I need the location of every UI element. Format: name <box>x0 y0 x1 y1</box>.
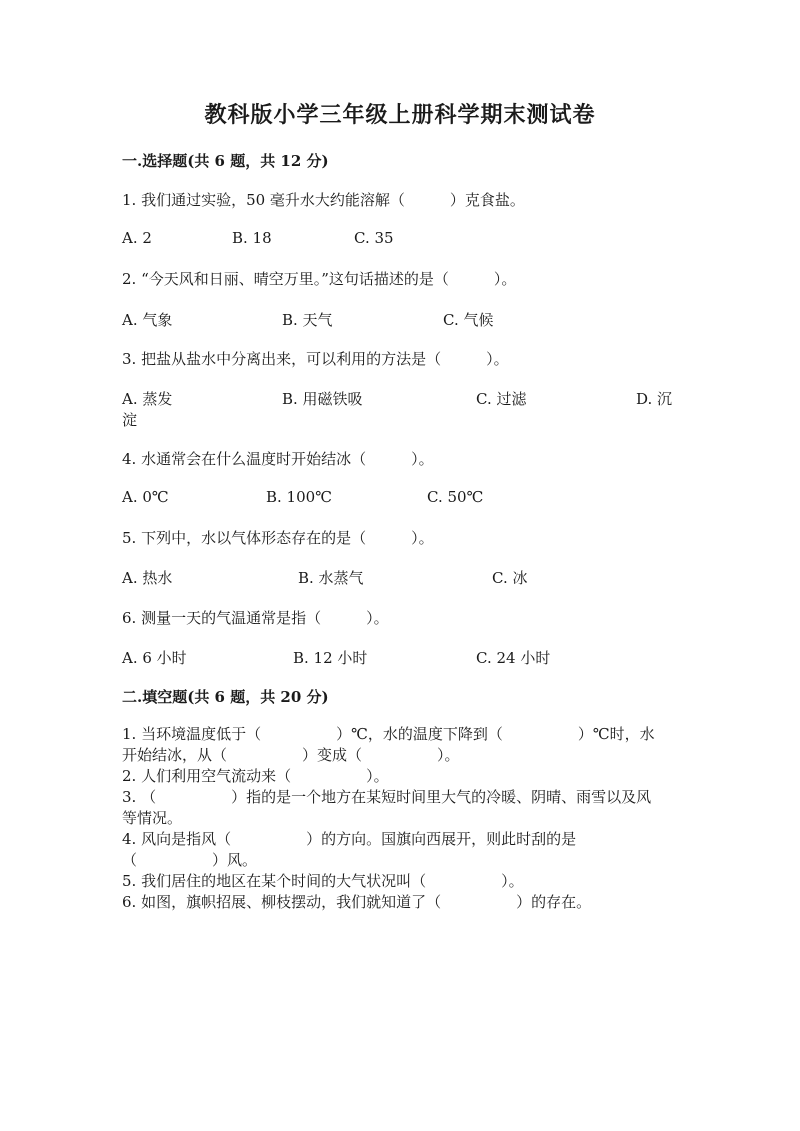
option-b: B. 12 小时 <box>293 649 368 667</box>
option-a: A. 蒸发 <box>122 390 173 408</box>
option-a: A. 6 小时 <box>122 649 187 667</box>
fill-in-block <box>122 724 682 913</box>
fill-line-6: 4. 风向是指风（ ）的方向。国旗向西展开，则此时刮的是 <box>122 830 577 848</box>
option-c: C. 冰 <box>492 569 528 587</box>
question-stem-3: 3. 把盐从盐水中分离出来，可以利用的方法是（ ）。 <box>122 350 509 368</box>
option-c: C. 35 <box>354 229 394 247</box>
option-a: A. 热水 <box>122 569 173 587</box>
option-c: C. 气候 <box>443 311 494 329</box>
fill-line-7: （ ）风。 <box>122 851 258 869</box>
question-stem-4: 4. 水通常会在什么温度时开始结冰（ ）。 <box>122 450 434 468</box>
fill-line-2: 开始结冰，从（ ）变成（ ）。 <box>122 746 460 764</box>
fill-line-4: 3. （ ）指的是一个地方在某短时间里大气的冷暖、阴晴、雨雪以及风 <box>122 788 652 806</box>
option-d-wrap: 淀 <box>122 411 138 429</box>
option-c: C. 24 小时 <box>476 649 551 667</box>
question-stem-2: 2. “今天风和日丽、晴空万里。”这句话描述的是（ ）。 <box>122 270 517 288</box>
question-stem-6: 6. 测量一天的气温通常是指（ ）。 <box>122 609 389 627</box>
option-b: B. 100℃ <box>266 488 332 506</box>
fill-line-8: 5. 我们居住的地区在某个时间的大气状况叫（ ）。 <box>122 872 524 890</box>
option-c: C. 50℃ <box>427 488 484 506</box>
option-a: A. 0℃ <box>122 488 169 506</box>
option-row-6 <box>122 647 682 687</box>
option-c: C. 过滤 <box>476 390 527 408</box>
option-row-2 <box>122 309 682 349</box>
fill-line-9: 6. 如图，旗帜招展、柳枝摆动，我们就知道了（ ）的存在。 <box>122 893 592 911</box>
page-title: 教科版小学三年级上册科学期末测试卷 <box>204 102 596 128</box>
fill-line-5: 等情况。 <box>122 809 183 827</box>
option-b: B. 用磁铁吸 <box>282 390 363 408</box>
section-heading-fill: 二.填空题(共 6 题，共 20 分) <box>122 688 329 706</box>
option-a: A. 2 <box>122 229 152 247</box>
fill-line-1: 1. 当环境温度低于（ ）℃，水的温度下降到（ ）℃时，水 <box>122 725 655 743</box>
option-b: B. 水蒸气 <box>298 569 364 587</box>
option-row-3 <box>122 388 682 428</box>
section-heading-choice: 一.选择题(共 6 题，共 12 分) <box>122 152 329 170</box>
question-stem-1: 1. 我们通过实验，50 毫升水大约能溶解（ ）克食盐。 <box>122 191 525 209</box>
option-b: B. 天气 <box>282 311 333 329</box>
question-stem-5: 5. 下列中，水以气体形态存在的是（ ）。 <box>122 529 434 547</box>
option-d: D. 沉 <box>636 390 673 408</box>
option-a: A. 气象 <box>122 311 173 329</box>
fill-line-3: 2. 人们利用空气流动来（ ）。 <box>122 767 389 785</box>
option-row-4 <box>122 488 682 528</box>
option-b: B. 18 <box>232 229 272 247</box>
option-row-5 <box>122 567 682 607</box>
option-row-1 <box>122 229 682 269</box>
